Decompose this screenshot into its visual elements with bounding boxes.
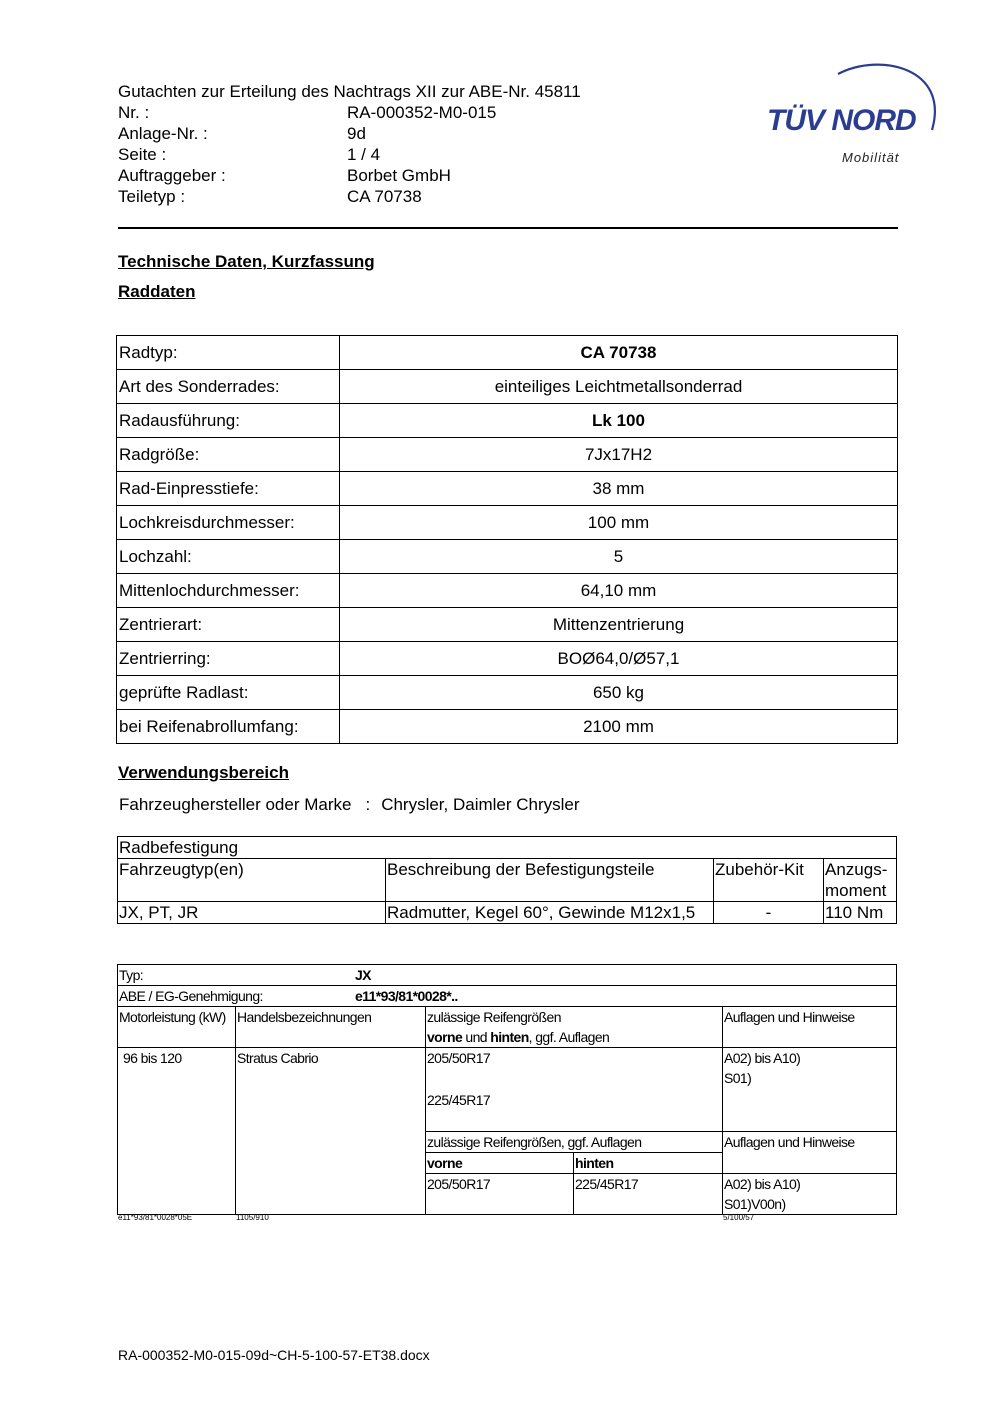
table-row — [117, 710, 898, 744]
row-label: Radausführung: — [117, 404, 340, 438]
header-cell: Handelsbezeichnungen — [236, 1007, 426, 1048]
section-verwendung: Verwendungsbereich — [118, 763, 289, 782]
row-value: 7Jx17H2 — [340, 438, 898, 472]
handel-cell: Stratus Cabrio — [236, 1048, 426, 1215]
header-row — [118, 102, 581, 123]
row-label: Zentrierring: — [117, 642, 340, 676]
header-cell: Zubehör-Kit — [714, 859, 824, 902]
data-cell: JX, PT, JR — [118, 902, 386, 924]
row-value: 5 — [340, 540, 898, 574]
typ-label: Typ: — [119, 967, 144, 983]
header-value: Borbet GmbH — [347, 166, 451, 185]
footer-code: 5/100/57 — [723, 1213, 755, 1222]
row-label: Rad-Einpresstiefe: — [117, 472, 340, 506]
header-title: Gutachten zur Erteilung des Nachtrags XII zur ABE-Nr. 45811 — [118, 82, 581, 101]
header-row — [118, 165, 581, 186]
radbefestigung-table — [117, 836, 897, 924]
header-cell: Fahrzeugtyp(en) — [118, 859, 386, 902]
sub-header-cell: Auflagen und Hinweise — [723, 1132, 897, 1174]
row-value: Lk 100 — [340, 404, 898, 438]
data-cell: Radmutter, Kegel 60°, Gewinde M12x1,5 — [386, 902, 714, 924]
header-value: 9d — [347, 124, 366, 143]
header-cell — [426, 1007, 723, 1048]
befestigung-title: Radbefestigung — [118, 837, 897, 859]
table-row — [118, 1007, 897, 1048]
header-value: 1 / 4 — [347, 145, 381, 164]
raddaten-table — [116, 335, 898, 744]
motor-cell: 96 bis 120 — [118, 1048, 236, 1215]
table-row — [118, 965, 897, 986]
reifen-header-text: zulässige Reifengrößen — [427, 1009, 561, 1025]
row-value: 2100 mm — [340, 710, 898, 744]
auflagen-1b: S01) — [724, 1070, 752, 1086]
header-label: Seite : — [118, 145, 167, 164]
row-value: 650 kg — [340, 676, 898, 710]
file-name: RA-000352-M0-015-09d~CH-5-100-57-ET38.docx — [118, 1347, 430, 1363]
header-label: Anlage-Nr. : — [118, 124, 208, 143]
table-row — [118, 859, 897, 902]
table-row — [117, 506, 898, 540]
row-value: CA 70738 — [340, 336, 898, 370]
abe-cell — [118, 986, 897, 1007]
auflagen-cell — [723, 1174, 897, 1215]
table-row — [117, 676, 898, 710]
table-row — [117, 608, 898, 642]
header-label: Nr. : — [118, 103, 150, 122]
row-value: 38 mm — [340, 472, 898, 506]
header-label: Auftraggeber : — [118, 166, 226, 185]
data-cell: - — [714, 902, 824, 924]
logo-brand: TÜV NORD — [767, 104, 916, 137]
header-row — [118, 144, 581, 165]
typ-value: JX — [355, 967, 371, 983]
row-label: Radtyp: — [117, 336, 340, 370]
data-cell: 110 Nm — [824, 902, 897, 924]
table-row — [118, 986, 897, 1007]
footer-code: 1105/910 — [236, 1213, 269, 1222]
verwendung-sep: : — [365, 795, 371, 814]
row-value: Mittenzentrierung — [340, 608, 898, 642]
row-label: Art des Sonderrades: — [117, 370, 340, 404]
table-row — [117, 574, 898, 608]
verwendung-label: Fahrzeughersteller oder Marke — [119, 795, 352, 814]
footer-code: e11*93/81*0028*05E — [118, 1213, 193, 1222]
auflagen-2a: A02) bis A10) — [724, 1176, 801, 1192]
verwendung-value: Chrysler, Daimler Chrysler — [381, 795, 580, 814]
table-row — [117, 404, 898, 438]
header-cell: Beschreibung der Befestigungsteile — [386, 859, 714, 902]
table-row — [117, 540, 898, 574]
abe-value: e11*93/81*0028*.. — [355, 988, 458, 1004]
row-label: geprüfte Radlast: — [117, 676, 340, 710]
sub-hinten: hinten — [574, 1153, 723, 1174]
sub-vorne: vorne — [426, 1153, 574, 1174]
table-row — [117, 336, 898, 370]
sub-header-cell: zulässige Reifengrößen, ggf. Auflagen — [426, 1132, 723, 1153]
header-divider — [118, 227, 898, 229]
vorne-value: 205/50R17 — [426, 1174, 574, 1215]
table-row — [117, 438, 898, 472]
reifen-2: 225/45R17 — [427, 1092, 491, 1108]
reifen-cell — [426, 1048, 723, 1132]
row-label: Radgröße: — [117, 438, 340, 472]
table-row — [117, 642, 898, 676]
hinten-value: 225/45R17 — [574, 1174, 723, 1215]
auflagen-text: , ggf. Auflagen — [528, 1029, 610, 1045]
auflagen-1a: A02) bis A10) — [724, 1050, 801, 1066]
row-label: Lochzahl: — [117, 540, 340, 574]
row-label: bei Reifenabrollumfang: — [117, 710, 340, 744]
typ-cell — [118, 965, 897, 986]
row-label: Lochkreisdurchmesser: — [117, 506, 340, 540]
logo-sub: Mobilität — [842, 150, 900, 165]
tuv-nord-logo — [760, 58, 940, 170]
auflagen-cell — [723, 1048, 897, 1132]
header-cell: Anzugs-moment — [824, 859, 897, 902]
header-row — [118, 123, 581, 144]
header-cell: Motorleistung (kW) — [118, 1007, 236, 1048]
header-cell: Auflagen und Hinweise — [723, 1007, 897, 1048]
document-header — [118, 81, 581, 207]
header-value: CA 70738 — [347, 187, 422, 206]
row-value: 100 mm — [340, 506, 898, 540]
header-label: Teiletyp : — [118, 187, 186, 206]
hinten-text: hinten — [490, 1029, 529, 1045]
table-row — [118, 1048, 897, 1132]
row-value: BOØ64,0/Ø57,1 — [340, 642, 898, 676]
typ-table — [117, 964, 897, 1215]
row-value: 64,10 mm — [340, 574, 898, 608]
reifen-1: 205/50R17 — [427, 1050, 491, 1066]
table-row — [117, 472, 898, 506]
row-label: Mittenlochdurchmesser: — [117, 574, 340, 608]
verwendung-line — [119, 795, 580, 815]
und-text: und — [462, 1029, 491, 1045]
table-row — [118, 902, 897, 924]
table-row — [117, 370, 898, 404]
section-raddaten: Raddaten — [118, 282, 196, 301]
header-row — [118, 186, 581, 207]
row-label: Zentrierart: — [117, 608, 340, 642]
auflagen-2b: S01)V00n) — [724, 1196, 786, 1212]
table-row — [118, 837, 897, 859]
vorne-text: vorne — [427, 1029, 463, 1045]
section-technische: Technische Daten, Kurzfassung — [118, 252, 375, 271]
row-value: einteiliges Leichtmetallsonderrad — [340, 370, 898, 404]
header-value: RA-000352-M0-015 — [347, 103, 497, 122]
abe-label: ABE / EG-Genehmigung: — [119, 988, 263, 1004]
